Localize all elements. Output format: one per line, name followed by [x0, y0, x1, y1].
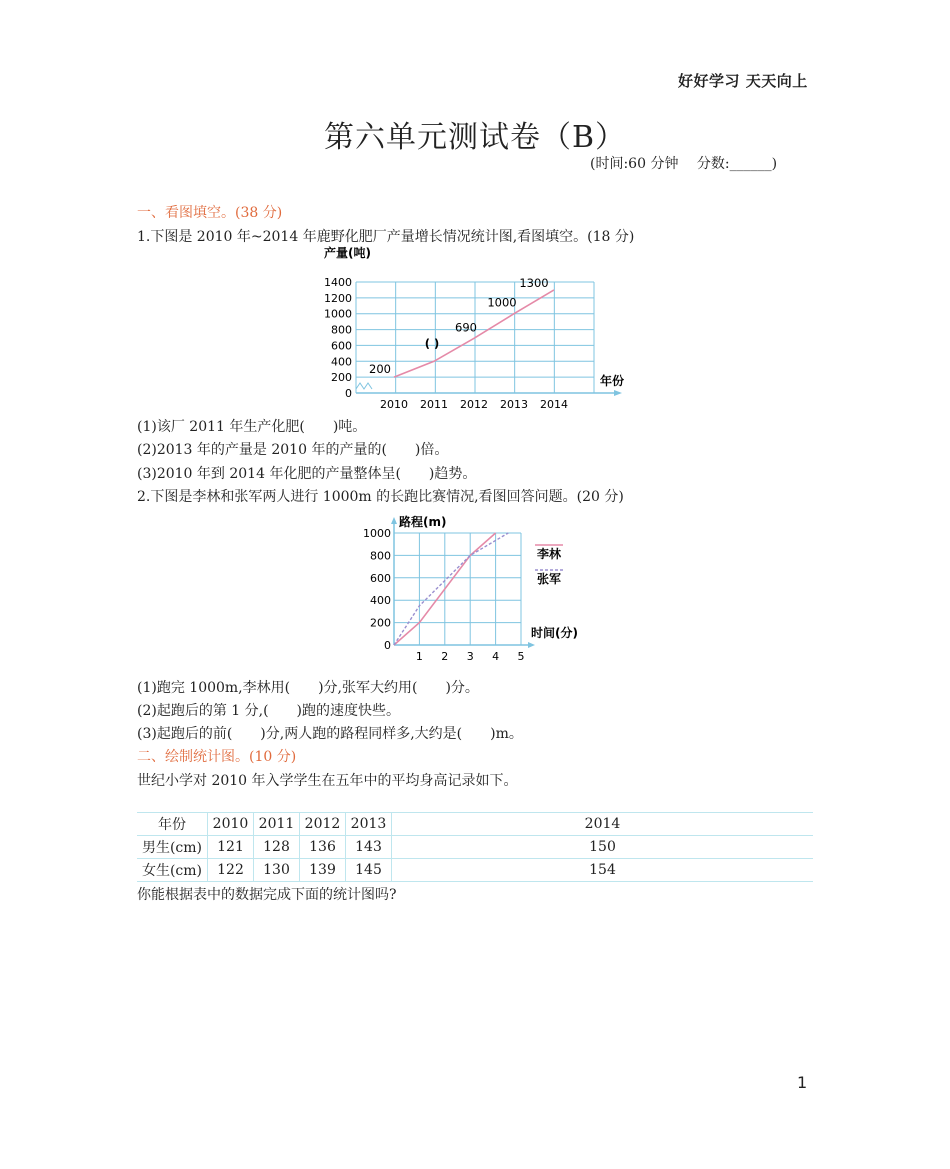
table-header-row [137, 813, 813, 836]
table-cell: 150 [392, 836, 814, 859]
legend-lilin-label: 李林 [537, 547, 562, 561]
y-tick-label: 200 [370, 616, 391, 630]
table-cell: 130 [254, 859, 300, 882]
table-cell: 2010 [208, 813, 254, 836]
chart1-y-ticks [324, 276, 352, 400]
chart1-x-ticks [380, 398, 568, 411]
y-tick-label: 400 [331, 355, 352, 369]
chart2-y-ticks [363, 527, 391, 652]
y-tick-label: 1200 [324, 291, 352, 305]
chart1-xlabel: 年份 [600, 374, 625, 388]
q2-item-3: (3)起跑后的前( )分,两人跑的路程同样多,大约是( )m。 [137, 726, 523, 742]
page-title: 第六单元测试卷（B） [323, 120, 627, 155]
table-row [137, 836, 813, 859]
q1-prompt: 1.下图是 2010 年~2014 年鹿野化肥厂产量增长情况统计图,看图填空。(18 分) [137, 229, 635, 245]
table-cell: 143 [346, 836, 392, 859]
y-tick-label: 200 [331, 371, 352, 385]
data-label: ( ) [424, 336, 440, 351]
y-axis-arrow [391, 517, 397, 524]
exam-info: (时间:60 分钟 分数:______) [590, 156, 778, 172]
y-tick-label: 800 [331, 323, 352, 337]
height-table [137, 812, 813, 882]
production-line-chart [300, 240, 640, 412]
y-tick-label: 400 [370, 594, 391, 608]
x-tick-label: 2014 [540, 398, 568, 411]
race-line-chart [355, 508, 600, 663]
data-label: 1300 [519, 275, 549, 290]
chart2-ylabel: 路程(m) [399, 515, 447, 529]
table-cell: 年份 [137, 813, 208, 836]
x-tick-label: 2013 [500, 398, 528, 411]
section2-heading: 二、绘制统计图。(10 分) [137, 749, 297, 765]
table-cell: 女生(cm) [137, 859, 208, 882]
x-axis-arrow [614, 390, 622, 396]
q1-item-1: (1)该厂 2011 年生产化肥( )吨。 [137, 419, 367, 435]
y-tick-label: 1000 [324, 307, 352, 321]
chart2-x-ticks [416, 650, 525, 663]
data-label: 690 [455, 320, 477, 335]
x-tick-label: 3 [466, 650, 474, 663]
section1-heading: 一、看图填空。(38 分) [137, 205, 283, 221]
section2-question: 你能根据表中的数据完成下面的统计图吗? [137, 887, 397, 903]
x-tick-label: 2011 [420, 398, 448, 411]
x-tick-label: 2012 [460, 398, 488, 411]
x-axis-arrow [528, 642, 535, 648]
q1-item-3: (3)2010 年到 2014 年化肥的产量整体呈( )趋势。 [137, 466, 477, 482]
header-motto: 好好学习 天天向上 [678, 72, 808, 90]
q2-item-1: (1)跑完 1000m,李林用( )分,张军大约用( )分。 [137, 680, 479, 696]
table-cell: 121 [208, 836, 254, 859]
table-cell: 2013 [346, 813, 392, 836]
data-label: 200 [369, 362, 391, 377]
data-label: 1000 [487, 295, 517, 310]
q2-item-2: (2)起跑后的第 1 分,( )跑的速度快些。 [137, 703, 401, 719]
table-cell: 154 [392, 859, 814, 882]
chart2-xlabel: 时间(分) [531, 626, 578, 640]
q2-prompt: 2.下图是李林和张军两人进行 1000m 的长跑比赛情况,看图回答问题。(20 分) [137, 489, 624, 505]
x-tick-label: 1 [415, 650, 423, 663]
table-cell: 128 [254, 836, 300, 859]
table-row [137, 859, 813, 882]
chart2-series-zhangjun [394, 533, 508, 645]
y-tick-label: 600 [331, 339, 352, 353]
y-tick-label: 1000 [363, 527, 391, 540]
table-cell: 145 [346, 859, 392, 882]
axis-break [356, 383, 372, 389]
table-cell: 136 [300, 836, 346, 859]
chart2-legend [535, 545, 563, 586]
x-tick-label: 2010 [380, 398, 408, 411]
page-number: 1 [797, 1073, 808, 1092]
y-tick-label: 1400 [324, 276, 352, 289]
q1-item-2: (2)2013 年的产量是 2010 年的产量的( )倍。 [137, 442, 449, 458]
y-tick-label: 0 [384, 639, 391, 652]
y-tick-label: 600 [370, 571, 391, 585]
table-cell: 2014 [392, 813, 814, 836]
y-tick-label: 800 [370, 549, 391, 563]
table-cell: 2012 [300, 813, 346, 836]
section2-intro: 世纪小学对 2010 年入学学生在五年中的平均身高记录如下。 [137, 773, 518, 789]
x-tick-label: 5 [517, 650, 525, 663]
table-cell: 139 [300, 859, 346, 882]
legend-zhangjun-label: 张军 [537, 572, 562, 586]
chart1-ylabel: 产量(吨) [324, 246, 371, 260]
table-cell: 2011 [254, 813, 300, 836]
x-tick-label: 2 [441, 650, 449, 663]
x-tick-label: 4 [492, 650, 500, 663]
y-tick-label: 0 [345, 387, 352, 400]
table-cell: 122 [208, 859, 254, 882]
table-cell: 男生(cm) [137, 836, 208, 859]
